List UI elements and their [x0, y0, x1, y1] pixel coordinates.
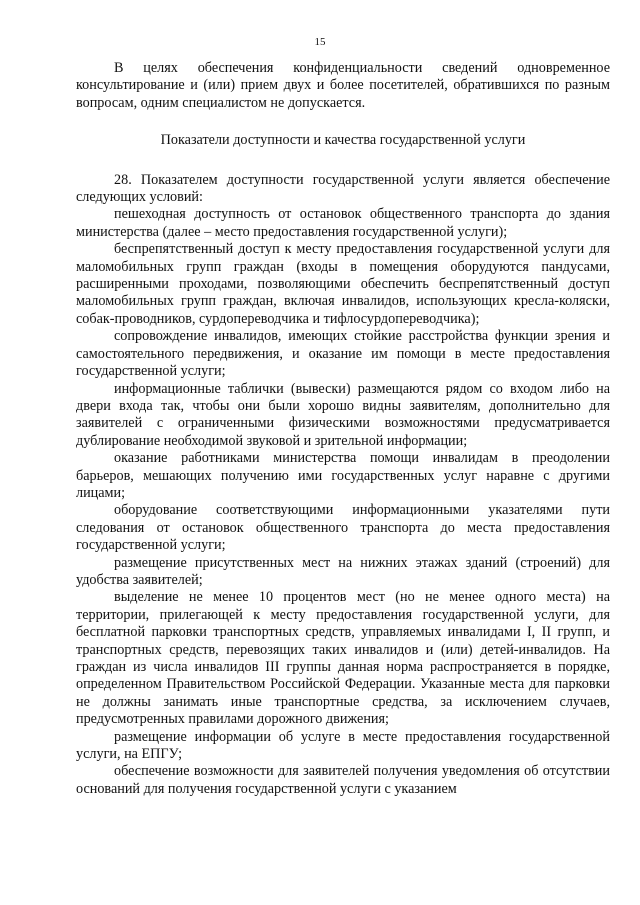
document-body [76, 60, 610, 798]
paragraph-walking-access: пешеходная доступность от остановок общественного транспорта до здания министерства (далее – место предоставления государственной услуги); [76, 206, 610, 240]
paragraph-notification: обеспечение возможности для заявителей получения уведомления об отсутствии оснований для получения государственной услуги с указанием [76, 763, 610, 797]
page-number: 15 [314, 36, 326, 48]
intro-paragraph: В целях обеспечения конфиденциальности сведений одновременное консультирование и (или) прием двух и более посетителей, обратившихся по разным вопросам, одним специалистом не допускается. [76, 60, 610, 111]
paragraph-parking: выделение не менее 10 процентов мест (но не менее одного места) на территории, прилегающей к месту предоставления государственной услуги, для бесплатной парковки транспортных средств, управляемых инвалидами I, II групп, и транспортных средств, перевозящих таких инвалидов и (или) детей-инвалидов. На граждан из числа инвалидов III группы данная норма распространяется в порядке, определенном Правительством Российской Федерации. Указанные места для парковки не должны занимать иные транспортные средства, за исключением случаев, предусмотренных правилами дорожного движения; [76, 589, 610, 728]
paragraph-staff-assistance: оказание работниками министерства помощи инвалидам в преодолении барьеров, мешающих получению ими государственных услуг наравне с другими лицами; [76, 450, 610, 501]
paragraph-route-signs: оборудование соответствующими информационными указателями пути следования от остановок общественного транспорта до места предоставления государственной услуги; [76, 502, 610, 554]
paragraph-info-signs: информационные таблички (вывески) размещаются рядом со входом либо на двери входа так, чтобы они были хорошо видны заявителям, дополнительно для заявителей с ограниченными физическими возможностями предусматривается дублирование необходимой звуковой и зрительной информации; [76, 380, 610, 449]
paragraph-28-lead: 28. Показателем доступности государственной услуги является обеспечение следующих условий: [76, 171, 610, 206]
paragraph-info-placement: размещение информации об услуге в месте предоставления государственной услуги, на ЕПГУ; [76, 728, 610, 763]
paragraph-escort-disabled: сопровождение инвалидов, имеющих стойкие расстройства функции зрения и самостоятельного передвижения, и оказание им помощи в месте предоставления государственной услуги; [76, 328, 610, 380]
paragraph-barrier-free-access: беспрепятственный доступ к месту предоставления государственной услуги для маломобильных групп граждан (входы в помещения оборудуются пандусами, расширенными проходами, позволяющими обеспечить беспрепятственный доступ маломобильных групп граждан, включая инвалидов, использующих кресла-коляски, собак-проводников, сурдопереводчика и тифлосурдопереводчика); [76, 241, 610, 327]
section-title: Показатели доступности и качества государственной услуги [160, 132, 526, 149]
paragraph-ground-floor: размещение присутственных мест на нижних этажах зданий (строений) для удобства заявителей; [76, 554, 610, 588]
